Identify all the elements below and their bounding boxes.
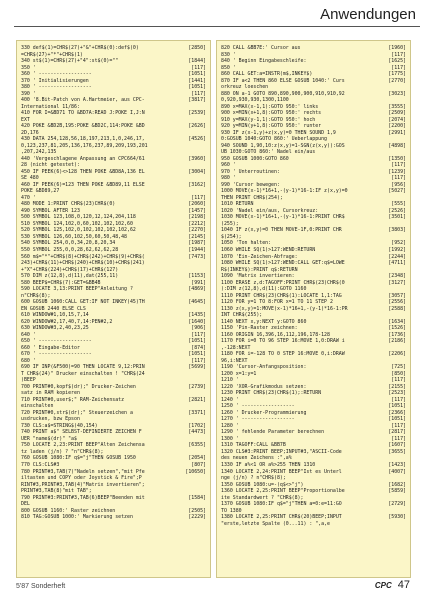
code-text: 96,i:NEXT [221, 357, 248, 364]
code-listing-left-column [16, 40, 211, 578]
code-text: 790 PRINT#3:PRINT#3,TAB(6)BEEP"Beenden mit [21, 494, 145, 501]
page-number: 47 [397, 579, 410, 591]
checksum: [1435] [188, 312, 206, 319]
code-text: 540 SYMBOL 254,0,0,34,20,8,20,34 [21, 240, 116, 247]
checksum: [1775] [388, 71, 406, 78]
checksum: [4007] [388, 468, 406, 475]
code-text: 1090 'Matrix invertieren: [221, 273, 295, 280]
cpc-logo: CPC [374, 581, 392, 590]
code-text: 1220 'XOR-Grafikmodus setzen: [221, 383, 307, 390]
code-text: ):DIM z(12,8),d(11):GOTO 1160 [221, 286, 307, 293]
code-text: 560 m$="*"+CHR$(8)+CHR$(242)+CHR$(9)+CHR$( [21, 253, 145, 260]
code-text: EN GOSUB 2440 ELSE CLS [21, 305, 86, 312]
checksum: [3004] [188, 168, 206, 175]
checksum: [1844] [188, 58, 206, 65]
code-text: 510 SYMBOL 124,102,0,60,102,102,102,60 [21, 220, 133, 227]
checksum: [117] [191, 64, 206, 71]
checksum: [991] [191, 279, 206, 286]
code-text: UER "name$(dr)" "a$ [21, 435, 77, 442]
checksum: [2539] [188, 110, 206, 117]
checksum: [1944] [188, 246, 206, 253]
code-text: 1040 IF z(x,y)=0 THEN MOVE-1F,0:PRINT CHR [221, 227, 342, 234]
checksum: [4898] [388, 142, 406, 149]
code-text: 390 ' [21, 90, 36, 97]
code-text: 870 IF a<2 THEN 860 ELSE GOSUB 1040:' Curs [221, 77, 345, 84]
code-text: 470 ' [21, 194, 36, 201]
checksum: [3655] [388, 448, 406, 455]
code-text: 1200 x=1:y=1 [221, 370, 257, 377]
code-text: 1130 z(x,y)=1:MOVE(x-1)*16+1,-(y-1)*16-1:PR [221, 305, 348, 312]
checksum: [3960] [188, 155, 206, 162]
checksum: [2821] [188, 396, 206, 403]
checksum: [3057] [388, 292, 406, 299]
checksum: [1051] [188, 71, 206, 78]
checksum: [1051] [188, 351, 206, 358]
code-text: 990 'Cursor bewegen: [221, 181, 280, 188]
code-text: 1310 TAGOFF:CALL &BB7B [221, 442, 286, 449]
checksum: [2850] [188, 45, 206, 51]
checksum: [2991] [388, 129, 406, 136]
checksum: [4473] [188, 429, 206, 436]
checksum: [117] [391, 64, 406, 71]
code-text: 330 def$(1)=CHR$(27)+"&"+CHR$(0):def$(0) [21, 45, 139, 51]
checksum: [2523] [388, 390, 406, 397]
checksum: [2626] [188, 123, 206, 130]
code-text: 1000 MOVE(x-1)*16+1,-(y-1)*16-1:IF z(x,y)=0 [221, 188, 348, 195]
checksum: [4869] [188, 286, 206, 293]
code-text: THEN PRINT CHR$(254); [221, 194, 283, 201]
checksum: [1702] [188, 422, 206, 429]
code-text: 1260 ' Drucker-Programmierung [221, 409, 307, 416]
checksum: [10650] [185, 468, 206, 475]
checksum: [2505] [188, 507, 206, 514]
code-text: 1240 ' [221, 396, 239, 403]
code-text: 780 PRINT#3,TAB(7)"Nadeln setzen","mit Pfe [21, 468, 145, 475]
checksum: [117] [391, 435, 406, 442]
code-text: des neuen Zeichens :",a% [221, 455, 292, 462]
checksum [404, 521, 406, 528]
checksum: [1441] [188, 77, 206, 84]
checksum: [2739] [188, 383, 206, 390]
code-text: 930 IF z(x-1,y)+z(x,y)=0 THEN SOUND 1,9 [221, 129, 336, 136]
checksum: [1625] [388, 58, 406, 65]
code-text: 950 GOSUB 1000:GOTO 860 [221, 155, 289, 162]
code-text: 670 ' ------------------ [21, 351, 92, 358]
checksum: [1526] [388, 325, 406, 332]
checksum: [4711] [388, 260, 406, 267]
code-text: 1060 WHILE SQ(1)>127:WEND:RETURN [221, 246, 316, 253]
code-text: 1190 'Cursor-Anfangsposition: [221, 364, 307, 371]
code-text: 440 'Vergeschlagene Anpassung an CPC664/61 [21, 155, 145, 162]
checksum: [2244] [388, 253, 406, 260]
checksum: [3817] [188, 97, 206, 104]
code-text: 970 ' Unterroutinen: [221, 168, 280, 175]
code-text: 1250 ' ------------------ [221, 403, 295, 410]
code-line [21, 514, 206, 521]
code-text: 660 ' Eingabe-Editor [21, 344, 80, 351]
code-text: 500 SYMBOL 123,108,0,120,12,124,204,118 [21, 214, 136, 221]
code-text: 1080 WHILE SQ(1)>127:WEND:CALL GET:q$=LOWE [221, 260, 345, 267]
checksum: [2509] [388, 110, 406, 117]
checksum: [2270] [188, 227, 206, 234]
code-text: (255); [221, 220, 239, 227]
code-text: 910 y=MAX(y-1,1):GOTO 950:' hoch [221, 116, 316, 123]
code-text: "erste,letzte Spalte (0...11) : ",a,e [221, 520, 330, 527]
code-text: 980 ' [221, 175, 236, 182]
code-text: 520 SYMBOL 125,102,0,102,102,102,102,62 [21, 227, 136, 234]
code-listing-right-column [216, 40, 411, 578]
code-text: 710 PRINT#0,user$;" RAM-Zeichensatz [21, 396, 125, 403]
checksum: [117] [391, 422, 406, 429]
checksum: [3501] [388, 214, 406, 221]
code-text: 820 CALL &BB7E:' Cursor aus [221, 45, 301, 51]
code-text: 1280 ' [221, 422, 239, 429]
code-text: 840 ' Beginn Eingabeschleife: [221, 58, 307, 65]
code-text: DEL [21, 501, 30, 508]
code-text: usdrucken, bzw Epson [21, 416, 80, 423]
checksum: [2198] [188, 214, 206, 221]
code-text: 1110 PRINT CHR$(23)CHR$(1):LOCATE 1,1:TAG [221, 292, 342, 299]
code-text: 340 st$(1)=CHR$(27)+"4":st$(0)="" [21, 58, 119, 65]
section-title: Anwendungen [320, 6, 416, 23]
code-text: 720 PRINT#0,str$(dr);" Steuerzeichen a [21, 409, 133, 416]
checksum: [7473] [188, 253, 206, 260]
checksum: [117] [191, 331, 206, 338]
checksum: [874] [191, 344, 206, 351]
checksum: [1153] [188, 273, 206, 280]
code-text: 810 TAG:GOSUB 1000:' Markierung setzen [21, 514, 133, 521]
code-text: $(254); [221, 233, 242, 240]
checksum: [1736] [388, 331, 406, 338]
code-text: 590 LOCATE 3,13:PRINT BEEP"Anleitung ? [21, 286, 133, 293]
code-text: 1330 IF a%<1 OR a%>255 THEN 1310 [221, 462, 316, 468]
code-text: tz laden (j/n) ? "n"CHR$(8); [21, 448, 104, 455]
checksum: [2206] [388, 351, 406, 358]
code-text: SE 480 [21, 175, 39, 182]
code-text: 1010 RETURN [221, 201, 254, 208]
code-text: 860 CALL GET:a=INSTR(m$,INKEY$) [221, 71, 313, 78]
code-text: 0,123,237,81,205,136,176,237,89,209,193,201 [21, 142, 148, 149]
code-text: orkreuz loeschen [221, 84, 269, 91]
code-text: 370 ' Initialisierungen [21, 77, 89, 84]
checksum: [1607] [388, 442, 406, 449]
code-text: 2D,176 [21, 129, 39, 136]
checksum: [117] [191, 90, 206, 97]
code-text: 350 ' [21, 64, 36, 71]
code-text: 610 WINDOW#1,10,15,7,14 [21, 312, 89, 319]
code-text: 1290 ' fehlende Parameter berechnen [221, 429, 325, 436]
code-text: 690 IF INP(&F500)=90 THEN LOCATE 9,12:PRIN [21, 364, 145, 371]
code-text: 770 CLS:CLS#3 [21, 462, 60, 468]
code-text: 1360 LOCATE 2,25:PRINT BEEP"Proportionalbe [221, 488, 345, 495]
code-text: 380 ' ------------------ [21, 84, 92, 91]
checksum: [5930] [388, 514, 406, 521]
code-text: 1380 LOCATE 2,25:PRINT CHR$(20)BEEP;INPUT [221, 514, 342, 521]
code-text: 450 IF PEEK(6)<>128 THEN POKE &BD8A,136 EL [21, 168, 145, 175]
code-text: ,207,242,135 [21, 149, 57, 156]
checksum: [725] [391, 364, 406, 371]
checksum: [1634] [388, 318, 406, 325]
code-text: 420 POKE &BD2B,195:POKE &BD2C,114:POKE &BD [21, 123, 145, 130]
checksum: [555] [391, 201, 406, 208]
code-text: 580 BEEP$=CHR$(7):GET=&BB4B [21, 279, 101, 286]
code-text: 960 ' [221, 162, 236, 169]
edition-label: 5'87 Sonderheft [16, 583, 66, 590]
checksum: [117] [391, 51, 406, 58]
checksum: [1350] [388, 155, 406, 162]
checksum: [2186] [388, 338, 406, 345]
code-text: 430 DATA 254,128,56,18,197,213,1,0,246,17, [21, 136, 145, 143]
code-text: 480 MODE 1:PRINT CHR$(23)CHR$(0) [21, 201, 116, 208]
checksum: [1051] [388, 403, 406, 410]
code-text: 1320 CLS#3:PRINT BEEP;INPUT#3,"ASCII-Code [221, 448, 342, 455]
code-text: 1050 'Ton halten: [221, 240, 272, 247]
code-text: 1140 NEXT x,y:NEXT y:GOTO 860 [221, 318, 307, 325]
code-text: )BEEP [21, 377, 36, 384]
code-text: 730 CLS:a$=STRING$(40,154) [21, 422, 98, 429]
checksum: [3803] [388, 227, 406, 234]
code-text: 830 ' [221, 51, 236, 58]
code-text: 620 WINDOW#2,17,40,7,14:PEN#2,2 [21, 318, 113, 325]
checksum: [1992] [388, 246, 406, 253]
code-text: 1210 ' [221, 377, 239, 384]
checksum: [1239] [388, 168, 406, 175]
code-text: 640 ' [21, 331, 36, 338]
code-text: 1270 ' ------------------ [221, 416, 295, 423]
code-text: 920 y=MIN(y+1,8):GOTO 950:' runter [221, 123, 322, 130]
checksum: [2556] [388, 299, 406, 306]
code-text: =CHR$(27)+"*"+CHR$(1) [21, 51, 83, 58]
checksum: [2817] [388, 429, 406, 436]
checksum: [2588] [388, 305, 406, 312]
code-text: 750 LOCATE 2,23:PRINT BEEP"Alten Zeichensa [21, 442, 145, 449]
code-text: 940 SOUND 1,90,10:z(x,y)=1-SGN(z(x,y)):GOS [221, 142, 345, 149]
checksum: [117] [391, 175, 406, 182]
checksum: [5027] [388, 188, 406, 195]
code-text: T CHR$(24)" Drucker einschalten ! "CHR$(24 [21, 370, 145, 377]
checksum: [2526] [388, 207, 406, 214]
code-text: PRINT#3,TAB(8)"mit TAB"; [21, 488, 92, 495]
code-text: 243)+CHR$(11)+CHR$(240)+CHR$(10)+CHR$(241) [21, 260, 145, 267]
code-text: 460 IF PEEK(6)=123 THEN POKE &BD89,11 ELSE [21, 181, 145, 188]
checksum: [1051] [388, 416, 406, 423]
checksum: [4645] [188, 299, 206, 306]
checksum: [2155] [388, 383, 406, 390]
code-text: RINT#3,PRINT#3,TAB(4)"Matrix invertieren"; [21, 481, 145, 488]
checksum: [3371] [188, 409, 206, 416]
code-line [221, 521, 406, 528]
checksum: [117] [391, 162, 406, 169]
code-text: 0:GOSUB 1040:GOTO 860:' Ueberlappung [221, 136, 327, 143]
code-text: 1100 ERASE z,d:TAGOFF:PRINT CHR$(23)CHR$(0 [221, 279, 345, 286]
code-text: 630 WINDOW#3,2,40,23,25 [21, 325, 89, 332]
code-text: UB 1030:GOTO 860:' Nadel ein/aus [221, 149, 316, 156]
checksum: [6355] [188, 442, 206, 449]
code-text: 760 GOSUB 1080:IF q$="j"THEN GOSUB 1950 [21, 455, 136, 462]
code-text: 1300 ' [221, 435, 239, 442]
code-text: n"CHR$(8); [21, 292, 51, 299]
code-text: 490 SYMBOL AFTER 123 [21, 207, 80, 214]
header-divider [14, 26, 420, 27]
checksum: [3127] [388, 279, 406, 286]
checksum: [3162] [188, 181, 206, 188]
code-text: 700 PRINT#0,kopf$(dr);" Drucker-Zeichen [21, 383, 136, 390]
code-text: 1160 ORIGIN 16,396,16,112,196,178-128 [221, 331, 330, 338]
checksum: [807] [191, 462, 206, 468]
checksum: [2212] [188, 220, 206, 227]
code-text: 680 ' [21, 357, 36, 364]
checksum: [1960] [388, 45, 406, 51]
checksum: [2145] [188, 233, 206, 240]
code-text: 1340 LOCATE 2,24:PRINT BEEP"Ist es Unterl [221, 468, 342, 475]
checksum: [1682] [388, 481, 406, 488]
code-text: 550 SYMBOL 255,0,0,28,62,62,62,28 [21, 246, 119, 253]
checksum: [2200] [388, 123, 406, 130]
checksum: [2060] [188, 201, 206, 208]
code-text: 1150 'Pin-Raster zeichnen: [221, 325, 298, 332]
code-text: ite Standardwert ? "CHR$(8); [221, 494, 304, 501]
code-text: 650 ' ------------------ [21, 338, 92, 345]
code-text: 1170 FOR i=0 TO 96 STEP 16:MOVE 1,0:DRAW i [221, 338, 345, 345]
checksum: [956] [391, 181, 406, 188]
code-text: 0,920,930,930,1300,1100 [221, 97, 289, 104]
checksum: [117] [191, 357, 206, 364]
code-text: 1180 FOR i=-128 TO 0 STEP 16:MOVE 0,i:DRAW [221, 351, 345, 358]
checksum: [2729] [388, 501, 406, 508]
code-text: ,-128:NEXT [221, 344, 251, 351]
code-text: 570 DIM z(12,8),d(11),dat(255,11) [21, 273, 119, 280]
checksum: [850] [391, 370, 406, 377]
checksum: [952] [391, 240, 406, 247]
code-text: 1230 PRINT CHR$(23)CHR$(1);:RETURN [221, 390, 322, 397]
code-text: 1370 GOSUB 1080:IF q$="j"THEN a=0:e=11:GO [221, 501, 342, 508]
checksum: [2229] [188, 514, 206, 521]
code-text: 1350 GOSUB 1080:u=-(q$<>"j") [221, 481, 304, 488]
checksum: [5859] [388, 488, 406, 495]
code-text: 28 (nicht getestet): [21, 162, 80, 169]
checksum: [1051] [188, 338, 206, 345]
checksum: [5699] [188, 364, 206, 371]
code-text: 1030 MOVE(x-1)*16+1,-(y-1)*16-1:PRINT CHR$ [221, 214, 345, 221]
code-text: INT CHR$(255); [221, 312, 263, 319]
checksum: [2366] [388, 409, 406, 416]
checksum: [1051] [188, 84, 206, 91]
code-text: 600 GOSUB 1060:CALL GET:IF NOT INKEY(45)TH [21, 299, 145, 306]
checksum: [3555] [388, 103, 406, 110]
code-text: iltasten und COPY oder Joystick & Fire";P [21, 475, 142, 482]
code-text: 400 '8.Bit-Patch von A.Hartmeier, aus CPC- [21, 97, 145, 104]
code-text: 880 ON a-1 GOTO 890,890,900,900,910,910,92 [221, 90, 345, 97]
code-text: 740 PRINT a$" SELBST-DEFINIERTE ZEICHEN F [21, 429, 142, 436]
checksum: [2348] [388, 273, 406, 280]
checksum: [2054] [188, 455, 206, 462]
code-text: EXT [21, 116, 30, 123]
code-text: 530 SYMBOL 126,60,102,50,60,50,48,48 [21, 233, 127, 240]
code-text: 800 GOSUB 1160:' Raster zeichnen [21, 507, 116, 514]
checksum: [3023] [388, 90, 406, 97]
code-text: 900 x=MIN(x+1,8):GOTO 950:' rechts [221, 110, 322, 117]
checksum: [4526] [188, 136, 206, 143]
code-text: 890 x=MAX(x-1,1):GOTO 950:' links [221, 103, 319, 110]
checksum: [117] [391, 377, 406, 384]
code-text: 1120 FOR y=1 TO 8:FOR x=1 TO 11 STEP 2 [221, 299, 333, 306]
page-header [14, 0, 420, 28]
checksum: [1640] [188, 318, 206, 325]
checksum: [117] [391, 396, 406, 403]
checksum: [1987] [188, 240, 206, 247]
page-footer [375, 579, 410, 591]
code-text: 360 ' ------------------ [21, 71, 92, 78]
code-text: International 11/86: [21, 103, 80, 110]
checksum: [1423] [388, 462, 406, 468]
code-text: satz in RAM kopieren [21, 390, 80, 397]
code-text: TO 1380 [221, 507, 242, 514]
code-text: 1070 'Ein-Zeichen-Abfrage: [221, 253, 298, 260]
checksum: [1457] [188, 207, 206, 214]
code-text: 1020 'Nadel ein/aus, Cursorkreuz: [221, 207, 319, 214]
code-text: nge (j/n) ? n"CHR$(8); [221, 475, 286, 482]
code-text: R$(INKEY$):PRINT q$:RETURN [221, 266, 298, 273]
code-text: 410 FOR I=&BD71 TO &BD7A:READ J:POKE I,J:N [21, 110, 145, 117]
code-text: POKE &BD89,27 [21, 188, 60, 195]
checksum: [906] [191, 325, 206, 332]
code-text: +"X"+CHR$(224)+CHR$(17)+CHR$(127) [21, 266, 119, 273]
checksum: [1584] [188, 494, 206, 501]
checksum: [2770] [388, 77, 406, 84]
checksum: [117] [191, 194, 206, 201]
checksum: [2074] [388, 116, 406, 123]
code-text: einschalten [21, 403, 54, 410]
code-text: 850 ' [221, 64, 236, 71]
